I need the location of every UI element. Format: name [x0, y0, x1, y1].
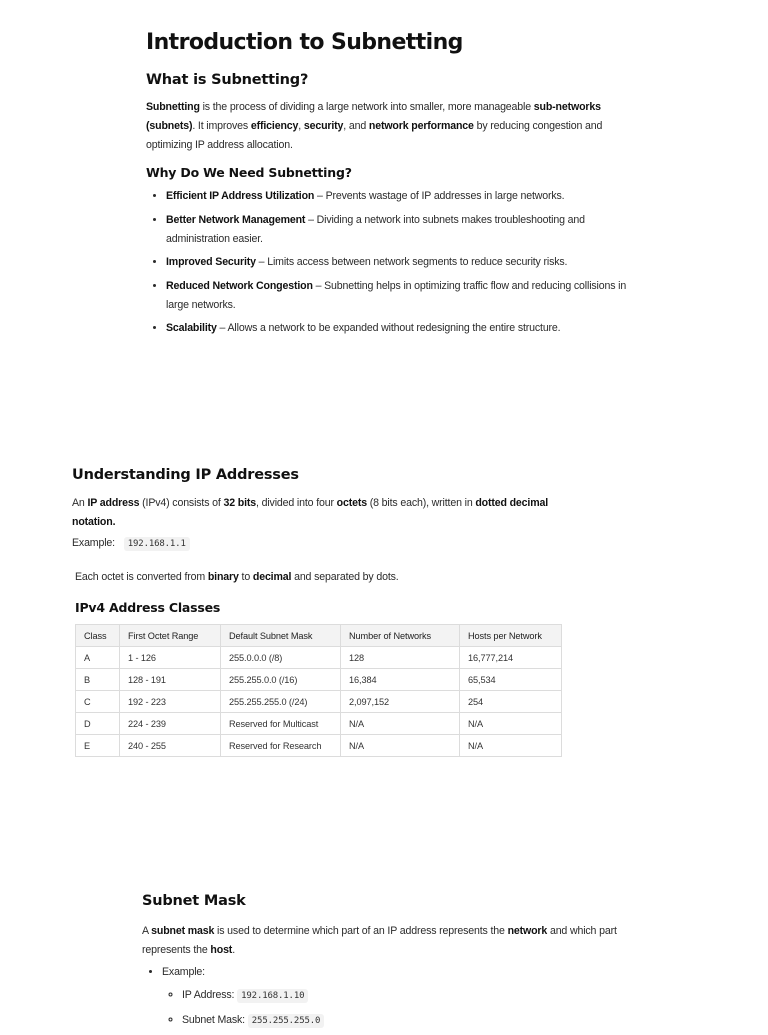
table-cell: 192 - 223: [120, 691, 221, 713]
what-paragraph: Subnetting is the process of dividing a large network into smaller, more manageable sub-networks (subnets). It improves efficiency, security, and network performance by reducing congestion and optimizing IP address allocation.: [146, 101, 603, 151]
table-cell: N/A: [341, 735, 460, 757]
table-header-default-mask: Default Subnet Mask: [221, 625, 341, 647]
ip-paragraph: An IP address (IPv4) consists of 32 bits, divided into four octets (8 bits each), written in dotted decimal notation.: [72, 497, 549, 528]
table-cell: 128: [341, 647, 460, 669]
subnet-mask-paragraph: A subnet mask is used to determine which part of an IP address represents the network and which part represents the host.: [142, 925, 617, 956]
why-list: [146, 187, 636, 338]
table-header-row: [76, 625, 562, 647]
why-item-congestion: • Reduced Network Congestion – Subnetting helps in optimizing traffic flow and reducing collisions in large networks.: [166, 277, 636, 315]
subnet-mask-heading: Subnet Mask: [142, 893, 246, 909]
why-item-ip-utilization: • Efficient IP Address Utilization – Prevents wastage of IP addresses in large networks.: [166, 187, 636, 206]
intro-section: [146, 29, 646, 343]
table-cell: N/A: [341, 713, 460, 735]
table-row: [76, 647, 562, 669]
table-cell: 1 - 126: [120, 647, 221, 669]
why-heading: Why Do We Need Subnetting?: [146, 165, 352, 180]
example-subnet-mask: ◦ Subnet Mask: 255.255.255.0: [182, 1011, 642, 1031]
ip-heading: Understanding IP Addresses: [72, 467, 299, 483]
ipv4-classes-table: [75, 624, 562, 757]
page-title: Introduction to Subnetting: [146, 30, 463, 55]
table-cell: 2,097,152: [341, 691, 460, 713]
table-cell: 254: [460, 691, 562, 713]
table-cell: D: [76, 713, 120, 735]
why-item-security: • Improved Security – Limits access between network segments to reduce security risks.: [166, 253, 636, 272]
ipv4-classes-heading: IPv4 Address Classes: [75, 600, 221, 615]
table-row: [76, 691, 562, 713]
table-cell: 16,777,214: [460, 647, 562, 669]
table-cell: 65,534: [460, 669, 562, 691]
table-cell: 16,384: [341, 669, 460, 691]
table-cell: 255.255.255.0 (/24): [221, 691, 341, 713]
table-cell: 224 - 239: [120, 713, 221, 735]
table-cell: E: [76, 735, 120, 757]
octet-paragraph: Each octet is converted from binary to decimal and separated by dots.: [75, 571, 399, 583]
table-header-first-octet: First Octet Range: [120, 625, 221, 647]
ip-example-label: Example:: [72, 537, 115, 549]
table-cell: A: [76, 647, 120, 669]
table-row: [76, 713, 562, 735]
table-cell: 255.255.0.0 (/16): [221, 669, 341, 691]
table-cell: N/A: [460, 713, 562, 735]
table-cell: 240 - 255: [120, 735, 221, 757]
ip-example: [72, 534, 572, 554]
ip-example-code: 192.168.1.1: [124, 537, 190, 551]
table-cell: C: [76, 691, 120, 713]
table-cell: Reserved for Research: [221, 735, 341, 757]
why-item-scalability: • Scalability – Allows a network to be expanded without redesigning the entire structure.: [166, 319, 636, 338]
example-ip-address: ◦ IP Address: 192.168.1.10: [182, 986, 642, 1006]
table-cell: Reserved for Multicast: [221, 713, 341, 735]
subnet-example-label: Example:: [162, 966, 205, 978]
table-header-num-networks: Number of Networks: [341, 625, 460, 647]
table-row: [76, 669, 562, 691]
why-item-network-management: • Better Network Management – Dividing a network into subnets makes troubleshooting and administration easier.: [166, 211, 636, 249]
subnet-example-item: [162, 963, 642, 1031]
what-heading: What is Subnetting?: [146, 72, 309, 88]
table-row: [76, 735, 562, 757]
table-cell: B: [76, 669, 120, 691]
ip-section: [72, 465, 572, 757]
table-header-class: Class: [76, 625, 120, 647]
table-cell: N/A: [460, 735, 562, 757]
table-cell: 255.0.0.0 (/8): [221, 647, 341, 669]
table-header-hosts: Hosts per Network: [460, 625, 562, 647]
subnet-mask-list: [142, 963, 642, 1031]
table-cell: 128 - 191: [120, 669, 221, 691]
subnet-mask-section: [142, 891, 642, 1035]
